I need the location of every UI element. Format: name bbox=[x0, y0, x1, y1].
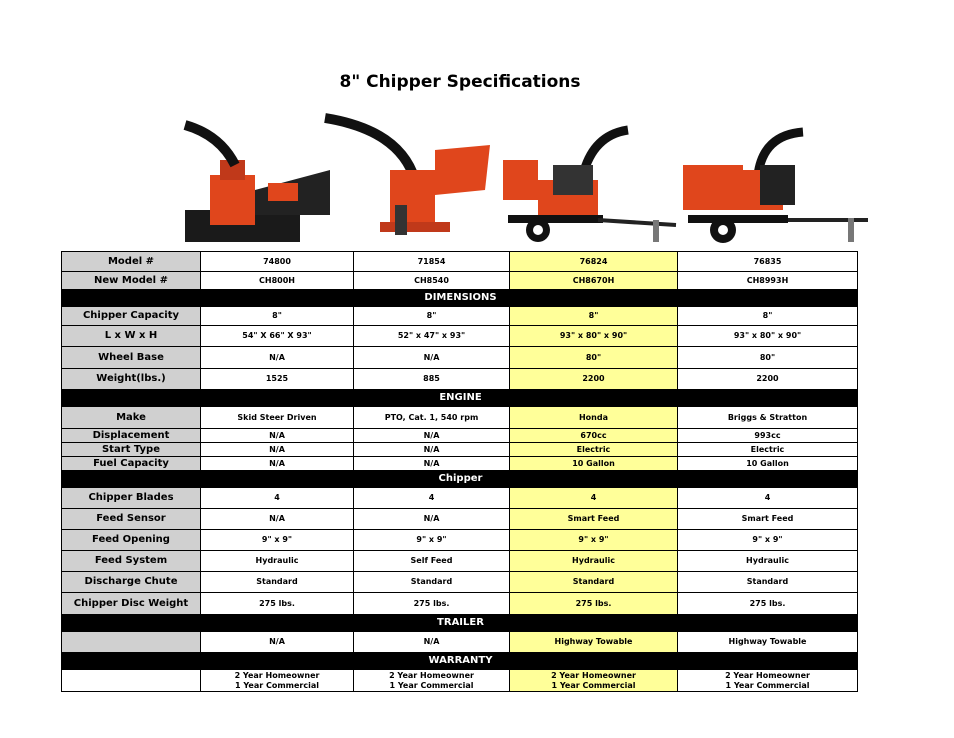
cell: N/A bbox=[354, 443, 510, 457]
table-row-displacement bbox=[62, 429, 858, 443]
section-dimensions bbox=[62, 290, 858, 307]
section-engine bbox=[62, 390, 858, 407]
cell: 4 bbox=[354, 488, 510, 509]
table-row-trailer bbox=[62, 632, 858, 653]
cell: Self Feed bbox=[354, 551, 510, 572]
section-title: WARRANTY bbox=[201, 653, 858, 670]
cell: Smart Feed bbox=[678, 509, 858, 530]
cell: Standard bbox=[510, 572, 678, 593]
cell: 8" bbox=[510, 307, 678, 326]
cell bbox=[354, 670, 510, 692]
cell: N/A bbox=[201, 632, 354, 653]
cell: 2200 bbox=[678, 369, 858, 390]
cell: CH8540 bbox=[354, 272, 510, 290]
row-label: Chipper Capacity bbox=[62, 307, 201, 326]
row-label: Weight(lbs.) bbox=[62, 369, 201, 390]
table-row-wheel-base bbox=[62, 347, 858, 369]
cell: Highway Towable bbox=[510, 632, 678, 653]
cell: 9" x 9" bbox=[510, 530, 678, 551]
cell: N/A bbox=[354, 457, 510, 471]
cell: Briggs & Stratton bbox=[678, 407, 858, 429]
cell: Honda bbox=[510, 407, 678, 429]
cell: 275 lbs. bbox=[201, 593, 354, 615]
cell: N/A bbox=[354, 509, 510, 530]
cell: Smart Feed bbox=[510, 509, 678, 530]
table-row-weight bbox=[62, 369, 858, 390]
warranty-line: 1 Year Commercial bbox=[389, 680, 474, 690]
cell: N/A bbox=[354, 347, 510, 369]
section-title: ENGINE bbox=[201, 390, 858, 407]
row-label bbox=[62, 670, 201, 692]
warranty-line: 2 Year Homeowner bbox=[725, 670, 810, 680]
cell: 71854 bbox=[354, 252, 510, 272]
section-title: TRAILER bbox=[201, 615, 858, 632]
cell bbox=[201, 670, 354, 692]
cell: 4 bbox=[510, 488, 678, 509]
cell: 52" x 47" x 93" bbox=[354, 326, 510, 347]
cell: Hydraulic bbox=[678, 551, 858, 572]
cell: N/A bbox=[201, 509, 354, 530]
cell: CH800H bbox=[201, 272, 354, 290]
cell: 74800 bbox=[201, 252, 354, 272]
cell: 885 bbox=[354, 369, 510, 390]
cell: 76824 bbox=[510, 252, 678, 272]
cell: Hydraulic bbox=[201, 551, 354, 572]
table-row-feed-opening bbox=[62, 530, 858, 551]
row-label: Feed Sensor bbox=[62, 509, 201, 530]
cell: Skid Steer Driven bbox=[201, 407, 354, 429]
row-label: Start Type bbox=[62, 443, 201, 457]
section-title: Chipper bbox=[201, 471, 858, 488]
cell: N/A bbox=[354, 632, 510, 653]
cell: N/A bbox=[201, 347, 354, 369]
table-row-blades bbox=[62, 488, 858, 509]
row-label: Wheel Base bbox=[62, 347, 201, 369]
warranty-line: 2 Year Homeowner bbox=[234, 670, 320, 680]
table-row-feed-system bbox=[62, 551, 858, 572]
cell: N/A bbox=[201, 429, 354, 443]
cell bbox=[678, 670, 858, 692]
row-label: Feed System bbox=[62, 551, 201, 572]
table-row-capacity bbox=[62, 307, 858, 326]
row-label: Model # bbox=[62, 252, 201, 272]
cell: 10 Gallon bbox=[510, 457, 678, 471]
cell: 9" x 9" bbox=[201, 530, 354, 551]
section-chipper bbox=[62, 471, 858, 488]
cell: 993cc bbox=[678, 429, 858, 443]
row-label: Make bbox=[62, 407, 201, 429]
cell: 670cc bbox=[510, 429, 678, 443]
cell: N/A bbox=[201, 457, 354, 471]
warranty-line: 1 Year Commercial bbox=[725, 680, 810, 690]
cell: 2200 bbox=[510, 369, 678, 390]
table-row-make bbox=[62, 407, 858, 429]
page-title: 8" Chipper Specifications bbox=[339, 72, 581, 92]
cell: 80" bbox=[510, 347, 678, 369]
cell: Standard bbox=[201, 572, 354, 593]
cell: Electric bbox=[678, 443, 858, 457]
row-label: L x W x H bbox=[62, 326, 201, 347]
cell: PTO, Cat. 1, 540 rpm bbox=[354, 407, 510, 429]
warranty-line: 1 Year Commercial bbox=[235, 680, 319, 690]
chipper-image-74800 bbox=[180, 115, 340, 245]
cell: 8" bbox=[354, 307, 510, 326]
row-label bbox=[62, 632, 201, 653]
row-label: Discharge Chute bbox=[62, 572, 201, 593]
cell: Standard bbox=[678, 572, 858, 593]
cell: 9" x 9" bbox=[678, 530, 858, 551]
cell: 275 lbs. bbox=[510, 593, 678, 615]
table-row-new-model bbox=[62, 272, 858, 290]
table-row-fuel-capacity bbox=[62, 457, 858, 471]
cell: 9" x 9" bbox=[354, 530, 510, 551]
row-label: Feed Opening bbox=[62, 530, 201, 551]
row-label: New Model # bbox=[62, 272, 201, 290]
table-row-warranty bbox=[62, 670, 858, 692]
cell: CH8993H bbox=[678, 272, 858, 290]
table-row-start-type bbox=[62, 443, 858, 457]
table-row-model bbox=[62, 252, 858, 272]
spec-table bbox=[61, 251, 858, 692]
cell: CH8670H bbox=[510, 272, 678, 290]
warranty-line: 1 Year Commercial bbox=[551, 680, 636, 690]
table-row-discharge-chute bbox=[62, 572, 858, 593]
warranty-line: 2 Year Homeowner bbox=[551, 670, 636, 680]
cell: 80" bbox=[678, 347, 858, 369]
row-label: Fuel Capacity bbox=[62, 457, 201, 471]
cell: N/A bbox=[201, 443, 354, 457]
cell: 93" x 80" x 90" bbox=[678, 326, 858, 347]
row-label: Chipper Disc Weight bbox=[62, 593, 201, 615]
cell: 8" bbox=[678, 307, 858, 326]
section-title: DIMENSIONS bbox=[201, 290, 858, 307]
row-label: Chipper Blades bbox=[62, 488, 201, 509]
chipper-image-71854 bbox=[320, 110, 495, 250]
table-row-lwh bbox=[62, 326, 858, 347]
cell: 10 Gallon bbox=[678, 457, 858, 471]
table-row-feed-sensor bbox=[62, 509, 858, 530]
section-trailer bbox=[62, 615, 858, 632]
row-label: Displacement bbox=[62, 429, 201, 443]
chipper-image-76824 bbox=[498, 120, 678, 250]
chipper-image-76835 bbox=[678, 120, 873, 250]
cell: 1525 bbox=[201, 369, 354, 390]
cell: Electric bbox=[510, 443, 678, 457]
cell bbox=[510, 670, 678, 692]
cell: 4 bbox=[201, 488, 354, 509]
cell: Hydraulic bbox=[510, 551, 678, 572]
cell: N/A bbox=[354, 429, 510, 443]
table-row-disc-weight bbox=[62, 593, 858, 615]
cell: Highway Towable bbox=[678, 632, 858, 653]
cell: 275 lbs. bbox=[354, 593, 510, 615]
cell: 93" x 80" x 90" bbox=[510, 326, 678, 347]
cell: 275 lbs. bbox=[678, 593, 858, 615]
cell: Standard bbox=[354, 572, 510, 593]
cell: 4 bbox=[678, 488, 858, 509]
cell: 8" bbox=[201, 307, 354, 326]
section-warranty bbox=[62, 653, 858, 670]
cell: 54" X 66" X 93" bbox=[201, 326, 354, 347]
cell: 76835 bbox=[678, 252, 858, 272]
warranty-line: 2 Year Homeowner bbox=[389, 670, 474, 680]
